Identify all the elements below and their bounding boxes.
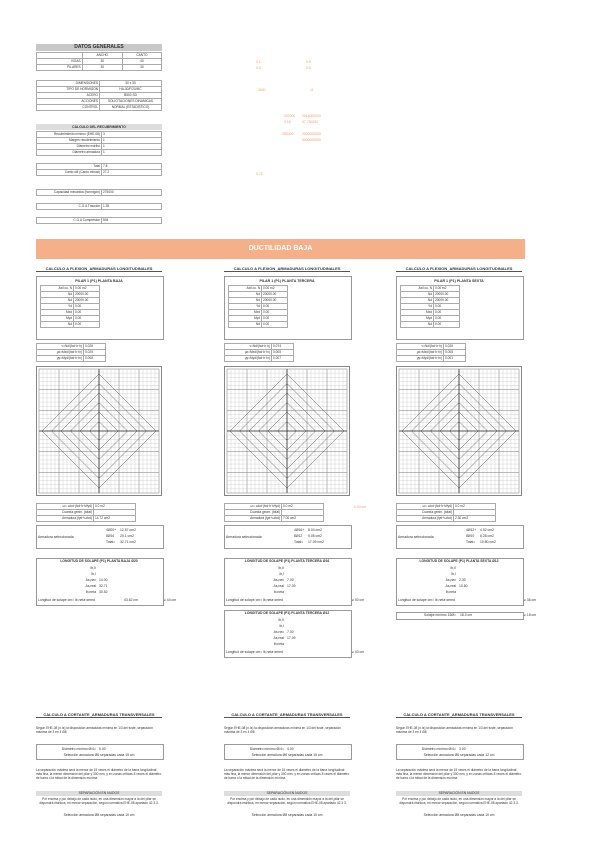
side-value: 0.5	[256, 66, 261, 70]
cell-value: 20000.00	[434, 298, 460, 304]
solape-total-label: Longitud de solape cm= lb,neta·αmed	[398, 598, 455, 602]
solape-label: As,real	[85, 584, 96, 588]
cell-value: 0.007	[272, 356, 294, 362]
armado-line: 4Ø20+	[106, 528, 117, 532]
cell-value: 20000.00	[262, 298, 288, 304]
armado-value: 4.52 cm2	[480, 528, 494, 532]
cell-label: μy=Myd/(fcd·b·h²)	[225, 356, 272, 362]
solape-label: lb,II	[278, 618, 284, 622]
cell-label: Axil cu. N	[229, 286, 262, 292]
cell-value: 0.00	[434, 310, 460, 316]
cortante-title: CALCULO A CORTANTE_ARMADURAS TRANSVERSALES	[36, 712, 162, 718]
cell-value: 0.00	[74, 316, 100, 322]
solape-label: lb,I	[279, 572, 284, 576]
cell-value: 20000.00	[262, 292, 288, 298]
solape-title: LONGITUD DE SOLAPE (P1) PLANTA TERCERA Ø12	[244, 611, 330, 615]
armado-value: 6.28 cm2	[480, 534, 494, 538]
cell-value: 0.005	[444, 350, 466, 356]
armado-line: 8Ø12	[294, 534, 303, 538]
separation-text: Por encima y por debajo de cada nudo, en una dimensión mayor a la del pilar se dispondrá estribos, en menor separación, según normativa EHE-08 apartado 42.3.3.	[399, 797, 519, 805]
armado-line: Total=	[294, 540, 304, 544]
orange-value: 11	[310, 88, 314, 92]
cell-label: Nd	[229, 298, 262, 304]
armado-value: 17.09 cm2	[308, 540, 324, 544]
cell-value: 0.008	[84, 356, 106, 362]
solape-label: lb,I	[91, 572, 96, 576]
cell-value: 0.0 m2	[282, 504, 324, 510]
side-value: 0.1	[256, 60, 261, 64]
armado-value: 32.71 cm2	[120, 540, 136, 544]
armado-value: 8.04 cm2	[308, 528, 322, 532]
recub-title: CÁLCULO DEL RECUBRIMIENTO	[36, 124, 162, 130]
cell-value: 0.00	[74, 322, 100, 328]
nu-mu-table	[396, 343, 466, 362]
cell-label: ω= ωtot·(fcd·b·h/fyd)	[225, 504, 282, 510]
cortante-text: Según EHE-08 (n.Is) la disposición armaduras mínima en 1/3 del fuste, separación máxima de 3 en 4 Ø8	[36, 726, 153, 734]
pilar-values-table	[40, 285, 100, 328]
cell-value: 0.005	[272, 350, 294, 356]
comp-table: C.G.A Compresión 594	[36, 217, 162, 224]
cell-label: Myd	[229, 316, 262, 322]
pilar-values-table	[228, 285, 288, 328]
solape-min-value: 18.0 cm	[460, 613, 473, 617]
solape-value: 17.09	[287, 636, 296, 640]
row-label: VIGAS	[37, 59, 83, 65]
cell-label: ν=Nd/(fcd·b·h)	[225, 344, 272, 350]
cell-label: Nd	[41, 298, 74, 304]
solape-total-label: Longitud de solape cm= lb,neta·αmed	[226, 650, 283, 654]
general-title: DATOS GENERALES	[36, 44, 162, 51]
solape-total-label: Longitud de solape cm= lb,neta·αmed	[226, 598, 283, 602]
cell-value: 20000.00	[434, 292, 460, 298]
cell-label: ω= ωtot·(fcd·b·h/fyd)	[397, 504, 454, 510]
cell-label: Yd	[41, 304, 74, 310]
cell-label: Armadura (fyd+ωfcd)	[37, 516, 94, 522]
pilar-title: PILAR 1 (P1) PLANTA TERCERA	[259, 279, 315, 283]
solape-title: LONGITUD DE SOLAPE (P1) PLANTA SEXTA Ø12	[419, 559, 499, 563]
flex-section-title: CALCULO A FLEXION_ARMADURAS LONGITUDINALES	[36, 266, 162, 272]
cell-value: 0.0 m2	[454, 504, 496, 510]
cell-value: 0.00	[262, 322, 288, 328]
flex-section-title: CALCULO A FLEXION_ARMADURAS LONGITUDINALES	[396, 266, 522, 272]
cortante-diam-label: Diámetro mínimo Ø/4=	[61, 747, 96, 751]
cortante-title: CALCULO A CORTANTE_ARMADURAS TRANSVERSALES	[224, 712, 350, 718]
cell-value: 0.00	[434, 316, 460, 322]
capacity-table: Capacidad mecánica (hormigón) 275000	[36, 189, 162, 196]
cortante-selection: Selección armadura Ø6 separadas cada 15 cm	[63, 753, 135, 757]
cortante-paragraph: La separación máxima será la menor de 15 veces el diámetro de la barra longitudinal más fina, la menor dimensión del pilar y 300 mm, y en zonas críticas 8 veces el diámetro de barra o la mitad de la dimensión mínima.	[224, 768, 350, 780]
armado-value: 10.80 cm2	[480, 540, 496, 544]
cell-value: 0.00 m2	[262, 286, 288, 292]
separation-title: SEPARACIÓN EN NUDOS	[36, 791, 162, 796]
solape-label: lb,neta	[273, 642, 284, 646]
cell-value: 7.00 cm2	[282, 516, 324, 522]
solape-label: lb,II	[450, 566, 456, 570]
armado-line: 4Ø16+	[294, 528, 305, 532]
orange-value: 3000	[258, 88, 266, 92]
cell-value: 0.074	[272, 344, 294, 350]
solape-label: lb,I	[451, 572, 456, 576]
cell-label: Cuantía geom. (total)	[397, 510, 454, 516]
solape-label: lb,neta	[445, 590, 456, 594]
cell-label: Mxd	[41, 310, 74, 316]
ductility-banner: DUCTILIDAD BAJA	[36, 239, 525, 259]
solape-label: lb,I	[279, 624, 284, 628]
solape-value: 14.00	[99, 578, 108, 582]
separation-text: Por encima y por debajo de cada nudo, en una dimensión mayor a la del pilar se dispondrá estribos, en menor separación, según normativa EHE-08 apartado 42.3.3.	[227, 797, 347, 805]
armado-label: Armadura seleccionada	[398, 535, 434, 539]
solape-value: 17.09	[287, 584, 296, 588]
cell-label: Armadura (fyd+ωfcd)	[397, 516, 454, 522]
solape-value: 7.00	[287, 630, 294, 634]
cell-value: 0.00	[262, 304, 288, 310]
cell: 30	[82, 65, 122, 71]
armado-value: 12.57 cm2	[120, 528, 136, 532]
cell-value: 0.0 m2	[94, 504, 136, 510]
cell-value: 2.30 cm2	[454, 516, 496, 522]
result-table	[224, 503, 324, 522]
nu-mu-table	[224, 343, 294, 362]
cell-label: μx=Mxd/(fcd·b·h²)	[225, 350, 272, 356]
armado-label: Armadura seleccionada	[226, 535, 262, 539]
cortante-diam-value: 3.00	[459, 747, 466, 751]
solape-min-label: Solape mínimo 15Ø=	[424, 613, 456, 617]
cell-value: 20000.00	[74, 298, 100, 304]
col-header: CANTO	[122, 53, 161, 59]
col-header: ANCHO	[82, 53, 122, 59]
orange-side: 0.00 cm	[354, 505, 367, 509]
cell-label: Nd	[41, 322, 74, 328]
cortante-diam-label: Diámetro mínimo Ø/4=	[421, 747, 456, 751]
armado-value: 9.05 cm2	[308, 534, 322, 538]
cell: 30	[82, 59, 122, 65]
armado-line: Total=	[466, 540, 476, 544]
cell-value: 0.00	[434, 322, 460, 328]
solape-value: 30.52	[99, 590, 108, 594]
solape-label: As,real	[273, 636, 284, 640]
cell-label: Cuantía geom. (total)	[37, 510, 94, 516]
cell-label: ν=Nd/(fcd·b·h)	[37, 344, 84, 350]
cell-label: ω= ωtot·(fcd·b·h/fyd)	[37, 504, 94, 510]
cell-label: Armadura (fyd+ωfcd)	[225, 516, 282, 522]
solape-total-label: Longitud de solape cm= lb,neta·αmed	[38, 598, 95, 602]
separation-title: SEPARACIÓN EN NUDOS	[224, 791, 350, 796]
cell-value: 0.00 m2	[434, 286, 460, 292]
solape-label: As,real	[445, 584, 456, 588]
cell-value: 0.026	[444, 344, 466, 350]
cell-value: 0.00	[434, 304, 460, 310]
cell-label: μx=Mxd/(fcd·b·h²)	[397, 350, 444, 356]
cortante-paragraph: La separación máxima será la menor de 15 veces el diámetro de la barra longitudinal más fina, la menor dimensión del pilar y 300 mm, y en zonas críticas 8 veces el diámetro de barra o la mitad de la dimensión mínima.	[36, 768, 162, 780]
solape-title: LONGITUD DE SOLAPE (P1) PLANTA BAJA Ø20	[60, 559, 138, 563]
cortante-paragraph: La separación máxima será la menor de 15 veces el diámetro de la barra longitudinal más fina, la menor dimensión del pilar y 300 mm, y en zonas críticas 8 veces el diámetro de barra o la mitad de la dimensión mínima.	[396, 768, 522, 780]
solape-value: 2.30	[459, 578, 466, 582]
cell-label: Mxd	[229, 310, 262, 316]
cell: 40	[122, 59, 161, 65]
cell-label: μx=Mxd/(fcd·b·h²)	[37, 350, 84, 356]
cell-value: 0.001	[444, 356, 466, 362]
cell-label: Mxd	[401, 310, 434, 316]
solape-label: As,nec	[85, 578, 96, 582]
armado-line: 8Ø16	[106, 534, 115, 538]
cell-label: Axil cu. N	[401, 286, 434, 292]
solape-total: 43.62 cm	[124, 598, 138, 602]
pilar-title: PILAR 1 (P1) PLANTA SEXTA	[434, 279, 484, 283]
interaction-diagram	[224, 366, 350, 496]
general-table	[36, 52, 162, 71]
solape-value: 32.71	[99, 584, 108, 588]
solape-result: ≥ 36 cm	[524, 598, 537, 602]
separation-selection: Selección armadura Ø8 separadas cada 10 cm	[423, 813, 495, 817]
solape-value: 10.80	[459, 584, 468, 588]
armado-line: 8Ø10	[466, 534, 475, 538]
cell-value: 0.025	[84, 350, 106, 356]
result-table	[36, 503, 136, 522]
separation-text: Por encima y por debajo de cada nudo, en una dimensión mayor a la del pilar se dispondrá estribos, en menor separación, según normativa EHE-08 apartado 42.3.3.	[39, 797, 159, 805]
recub-table: Recubrimiento mínimo (EHE-08) 3 Margen recubrimiento 1 Diámetro estribo 1 Diámetro armadura 1	[36, 131, 162, 156]
solape-label: As,real	[273, 584, 284, 588]
cell-value: 0.026	[84, 344, 106, 350]
cell-label: Nd	[229, 322, 262, 328]
result-table	[396, 503, 496, 522]
interaction-diagram	[36, 366, 162, 496]
cortante-diam-value: 5.00	[99, 747, 106, 751]
cell-label: Cuantía geom. (total)	[225, 510, 282, 516]
trac-table: C.G.A Tracción 1.35	[36, 203, 162, 210]
separation-title: SEPARACIÓN EN NUDOS	[396, 791, 522, 796]
cortante-diam-label: Diámetro mínimo Ø/4=	[249, 747, 284, 751]
solape-result: ≥ 40 cm	[352, 650, 365, 654]
solape-label: lb,neta	[85, 590, 96, 594]
cell-label: ν=Nd/(fcd·b·h)	[397, 344, 444, 350]
interaction-diagram	[396, 366, 522, 496]
pilar-values-table	[400, 285, 460, 328]
solape-title: LONGITUD DE SOLAPE (P1) PLANTA TERCERA Ø16	[244, 559, 330, 563]
solape-min-result: ≥ 18 cm	[524, 613, 537, 617]
cell-label: Nd	[401, 292, 434, 298]
separation-selection: Selección armadura Ø8 separadas cada 10 cm	[63, 813, 135, 817]
cell-label: μy=Myd/(fcd·b·h²)	[397, 356, 444, 362]
solape-value: 7.00	[287, 578, 294, 582]
cell-label: Axil cu. N	[41, 286, 74, 292]
cell-label: Nd	[401, 322, 434, 328]
solape-label: lb,II	[90, 566, 96, 570]
materials-table: DIMENSIONES 30 x 30 TIPO DE HORMIGÓN HA-30/F/20/IIIC ACERO B500 SD ACCIONES SOLICITACIONES DINÁMICAS CONTROL NORMAL (ESTADÍSTICO)	[36, 80, 162, 111]
armado-label: Armadura seleccionada	[38, 535, 74, 539]
solape-label: lb,II	[278, 566, 284, 570]
cell-label: Nd	[41, 292, 74, 298]
solape-result: ≥ 40 cm	[352, 598, 365, 602]
cell-value: 0.00	[262, 316, 288, 322]
cell-value: 0.00	[74, 304, 100, 310]
flex-section-title: CALCULO A FLEXION_ARMADURAS LONGITUDINALES	[224, 266, 350, 272]
cortante-title: CALCULO A CORTANTE_ARMADURAS TRANSVERSALES	[396, 712, 522, 718]
cell-label: Nd	[229, 292, 262, 298]
cortante-text: Según EHE-08 (n.Is) la disposición armaduras mínima en 1/3 del fuste, separación máxima de 3 en 4 Ø8	[224, 726, 341, 734]
cortante-diam-value: 4.00	[287, 747, 294, 751]
solape-label: lb,neta	[273, 590, 284, 594]
side-value: 0.5	[306, 60, 311, 64]
side-value: 0.5	[306, 66, 311, 70]
cell-label: Yd	[229, 304, 262, 310]
separation-selection: Selección armadura Ø8 separadas cada 10 cm	[251, 813, 323, 817]
cell-label: μy=Myd/(fcd·b·h²)	[37, 356, 84, 362]
cortante-selection: Selección armadura Ø6 separadas cada 15 cm	[251, 753, 323, 757]
cell-value: 0.00 m2	[74, 286, 100, 292]
cell-value: 0.00	[74, 310, 100, 316]
cell-value: 0.00	[262, 310, 288, 316]
solape-label: As,nec	[273, 578, 284, 582]
nu-mu-table	[36, 343, 106, 362]
cortante-text: Según EHE-08 (n.Is) la disposición armaduras mínima en 1/3 del fuste, separación máxima de 3 en 4 Ø8	[396, 726, 513, 734]
cell-label: Yd	[401, 304, 434, 310]
pilar-title: PILAR 1 (P1) PLANTA BAJA	[75, 279, 123, 283]
cell-value: 14.72 cm2	[94, 516, 136, 522]
solape-label: As,nec	[273, 630, 284, 634]
armado-line: 4Ø12+	[466, 528, 477, 532]
armado-value: 20.1 cm2	[120, 534, 134, 538]
solape-result: ≥ 44 cm	[164, 598, 177, 602]
row-label: PILARES	[37, 65, 83, 71]
recub-total-table: Total 7.8 Canto útil (Canto minusi) 27.2	[36, 163, 162, 176]
cell-label: Nd	[401, 298, 434, 304]
cell-label: Myd	[41, 316, 74, 322]
armado-line: Total=	[106, 540, 116, 544]
solape-label: As,nec	[445, 578, 456, 582]
cortante-selection: Selección armadura Ø6 separadas cada 12 cm	[423, 753, 495, 757]
cell-value: 20000.00	[74, 292, 100, 298]
cell-label: Myd	[401, 316, 434, 322]
cell: 30	[122, 65, 161, 71]
